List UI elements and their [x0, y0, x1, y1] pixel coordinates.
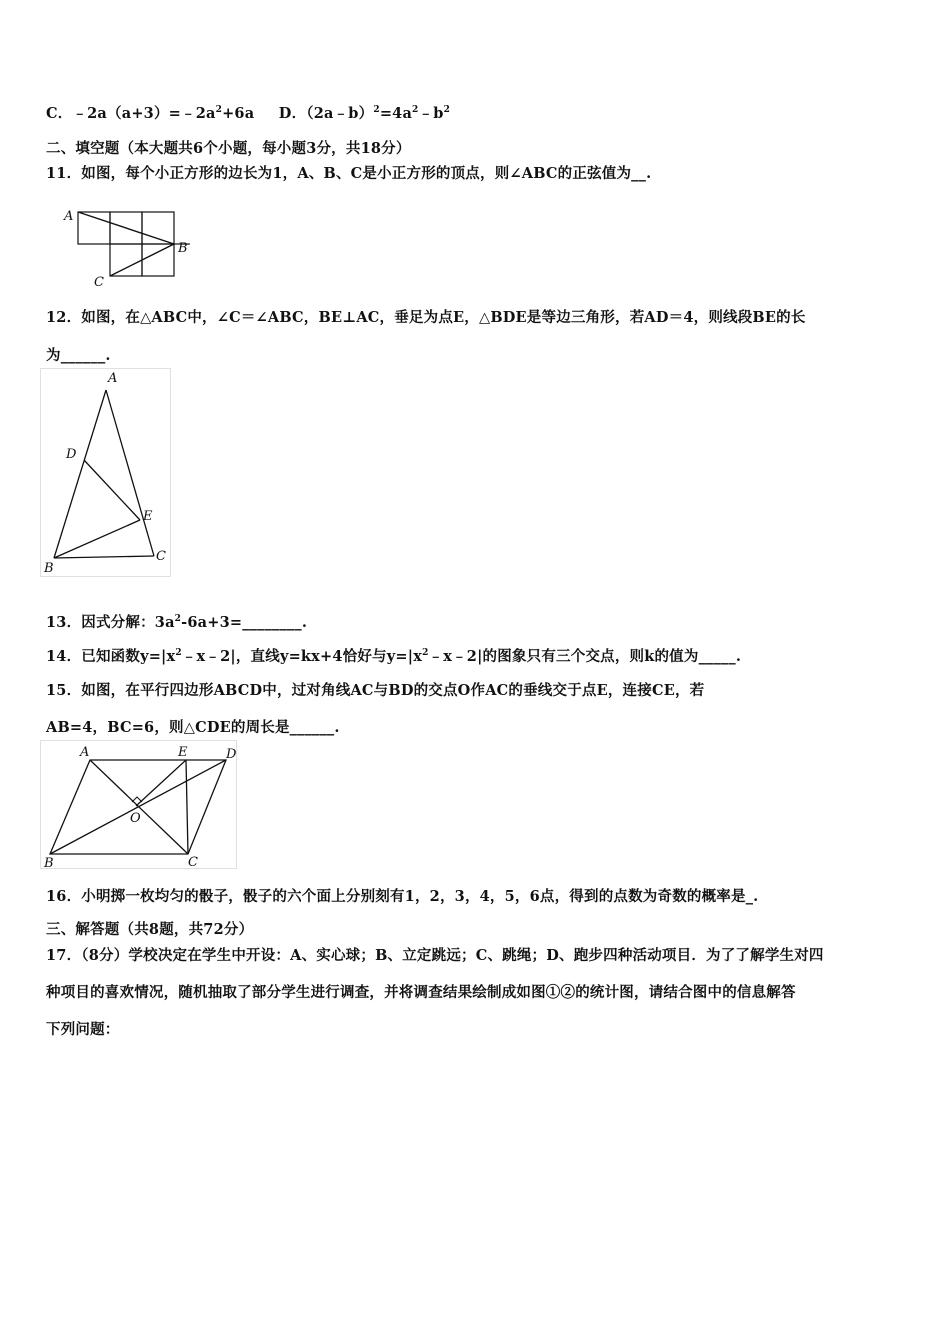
fig12-label-c: C — [156, 549, 166, 564]
question-11: 11．如图，每个小正方形的边长为1，A、B、C是小正方形的顶点，则∠ABC的正弦值为__. — [46, 165, 652, 182]
figure-15-parallelogram — [40, 740, 240, 870]
question-12-line1: 12．如图，在△ABC中，∠C＝∠ABC，BE⊥AC，垂足为点E，△BDE是等边三角形，若AD＝4，则线段BE的长 — [46, 309, 806, 326]
section-3-heading: 三、解答题（共8题，共72分） — [46, 921, 254, 938]
fig11-label-b: B — [178, 241, 188, 256]
q13-sup: 2 — [174, 614, 182, 624]
fig15-label-c: C — [188, 855, 198, 870]
section-2-heading: 二、填空题（本大题共6个小题，每小题3分，共18分） — [46, 140, 411, 157]
option-d-sup: 2 — [373, 105, 380, 115]
figure-11-grid — [60, 204, 200, 290]
question-17-line3: 下列问题： — [46, 1021, 120, 1038]
fig15-label-e: E — [178, 745, 188, 760]
figure-12-triangle — [40, 368, 174, 578]
option-d-rest: =4a — [379, 105, 413, 122]
q14-rest: ﹣x﹣2|的图象只有三个交点，则k的值为_____. — [428, 648, 742, 665]
option-c-text: C．﹣2a（a+3）=﹣2a — [46, 105, 216, 122]
option-d-rest2: ﹣b — [418, 105, 444, 122]
fig12-label-b: B — [44, 561, 54, 576]
q14-mid: ﹣x﹣2|，直线y=kx+4恰好与y=|x — [181, 648, 423, 665]
question-12-line2: 为______. — [46, 347, 111, 364]
question-17-line2: 种项目的喜欢情况，随机抽取了部分学生进行调查，并将调查结果绘制成如图①②的统计图，请结合图中的信息解答 — [46, 984, 796, 1001]
question-14 — [46, 645, 741, 666]
option-c-rest: +6a — [222, 105, 255, 122]
q13-rest: -6a+3=________. — [181, 614, 308, 631]
option-d-sup2: 2 — [412, 105, 419, 115]
option-c-d-line — [46, 102, 450, 123]
question-13 — [46, 611, 307, 632]
fig15-label-a: A — [80, 745, 90, 760]
option-d-sup3: 2 — [443, 105, 451, 115]
fig15-label-o: O — [130, 811, 141, 826]
fig12-label-d: D — [66, 447, 77, 462]
fig15-label-b: B — [44, 856, 54, 870]
fig11-label-a: A — [64, 209, 74, 224]
fig12-label-e: E — [143, 509, 153, 524]
fig11-label-c: C — [94, 275, 104, 290]
question-15-line2: AB=4，BC=6，则△CDE的周长是______. — [46, 719, 340, 736]
fig12-label-a: A — [108, 371, 118, 386]
option-c-sup: 2 — [215, 105, 223, 115]
option-d-text: D．（2a﹣b） — [278, 105, 374, 122]
q14-sup1: 2 — [175, 648, 182, 658]
question-17-line1: 17．（8分）学校决定在学生中开设：A、实心球；B、立定跳远；C、跳绳；D、跑步四种活动项目．为了了解学生对四 — [46, 947, 824, 964]
question-15-line1: 15．如图，在平行四边形ABCD中，过对角线AC与BD的交点O作AC的垂线交于点E，连接CE，若 — [46, 682, 705, 699]
q14-sup2: 2 — [422, 648, 429, 658]
q14-text: 14．已知函数y=|x — [46, 648, 176, 665]
fig15-label-d: D — [226, 747, 237, 762]
question-16: 16．小明掷一枚均匀的骰子，骰子的六个面上分别刻有1，2，3，4，5，6点，得到的点数为奇数的概率是_. — [46, 888, 759, 905]
q13-text: 13．因式分解：3a — [46, 614, 175, 631]
